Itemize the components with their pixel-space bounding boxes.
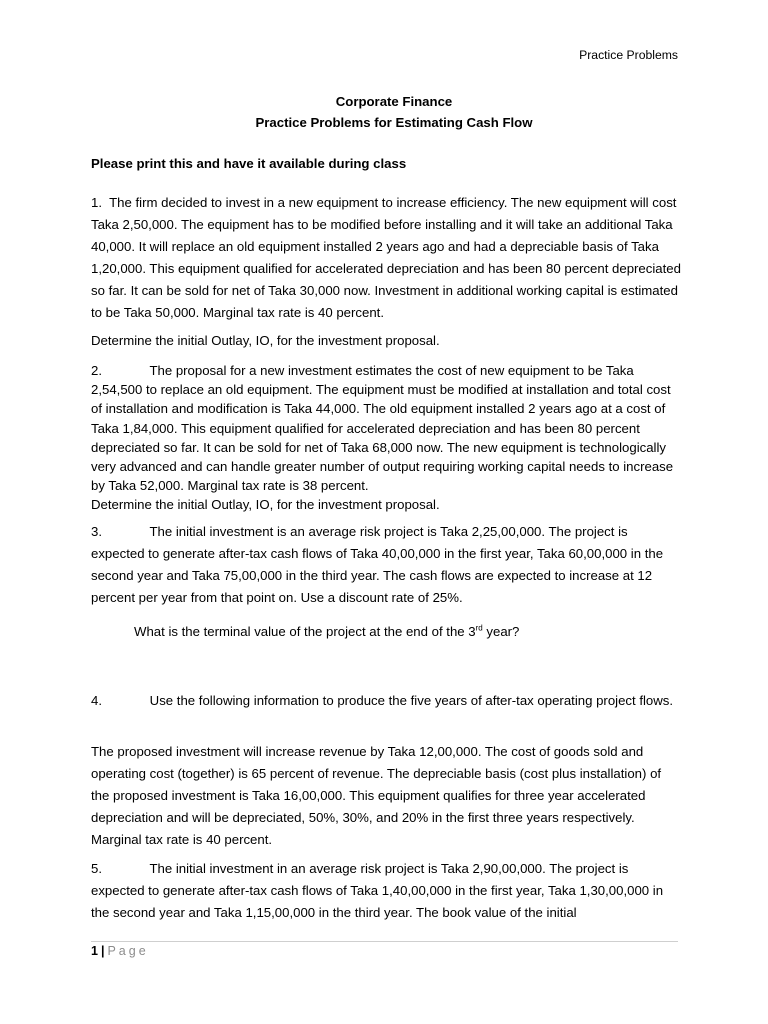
problem-3-question-end: year? xyxy=(482,624,520,639)
page-label: Page xyxy=(107,944,149,958)
running-header: Practice Problems xyxy=(579,48,678,62)
footer-separator: | xyxy=(100,944,105,958)
print-notice: Please print this and have it available during class xyxy=(91,156,407,171)
problem-5-number: 5. xyxy=(91,861,102,876)
problem-2-question: Determine the initial Outlay, IO, for the investment proposal. xyxy=(91,497,440,513)
problem-4-number: 4. xyxy=(91,693,102,708)
problem-3-question-text: What is the terminal value of the project at the end of the 3 xyxy=(134,624,476,639)
problem-5 xyxy=(91,858,681,924)
problem-2 xyxy=(91,361,681,515)
problem-4-details: The proposed investment will increase revenue by Taka 12,00,000. The cost of goods sold and operating cost (together) is 65 percent of revenue. The depreciable basis (cost plus installation) of the proposed investment is Taka 16,00,000. This equipment qualifies for three year accelerated depreciation and will be depreciated, 50%, 30%, and 20% in the first three years respectively. Marginal tax rate is 40 percent. xyxy=(91,744,662,847)
problem-1-number: 1. xyxy=(91,195,102,210)
problem-3 xyxy=(91,521,681,609)
problem-1 xyxy=(91,192,681,324)
problem-2-number: 2. xyxy=(91,363,102,378)
problem-3-text: The initial investment is an average risk project is Taka 2,25,00,000. The project is expected to generate after-tax cash flows of Taka 40,00,000 in the first year, Taka 60,00,000 in the second year and Taka 75,00,000 in the third year. The cash flows are expected to increase at 12 percent per year from that point on. Use a discount rate of 25%. xyxy=(91,524,664,605)
page-number: 1 xyxy=(91,944,98,958)
document-subtitle: Practice Problems for Estimating Cash Flow xyxy=(255,115,533,130)
title-block xyxy=(0,91,768,133)
footer-divider xyxy=(91,941,678,942)
problem-1-question: Determine the initial Outlay, IO, for the investment proposal. xyxy=(91,333,440,348)
problem-2-text: The proposal for a new investment estimates the cost of new equipment to be Taka 2,54,500 to replace an old equipment. The equipment must be modified at installation and total cost of installation and modification is Taka 44,000. The old equipment installed 2 years ago at a cost of Taka 1,84,000. This equipment qualified for accelerated depreciation and has been 80 percent depreciated so far. It can be sold for net of Taka 68,000 now. The new equipment is technologically very advanced and can handle greater number of output requiring working capital needs to increase by Taka 52,000. Marginal tax rate is 38 percent. xyxy=(91,363,674,494)
problem-1-text: The firm decided to invest in a new equipment to increase efficiency. The new equipment will cost Taka 2,50,000. The equipment has to be modified before installing and it will take an additional Taka 40,000. It will replace an old equipment installed 2 years ago and had a depreciable basis of Taka 1,20,000. This equipment qualified for accelerated depreciation and has been 80 percent depreciated so far. It can be sold for net of Taka 30,000 now. Investment in additional working capital is estimated to be Taka 50,000. Marginal tax rate is 40 percent. xyxy=(91,195,681,320)
problem-3-question xyxy=(91,621,724,643)
ordinal-suffix: rd xyxy=(475,623,483,633)
problem-4 xyxy=(91,690,681,712)
course-title: Corporate Finance xyxy=(335,94,453,109)
page-footer xyxy=(91,944,149,958)
problem-4-text: Use the following information to produce the five years of after-tax operating project flows. xyxy=(149,693,674,708)
problem-5-text: The initial investment in an average risk project is Taka 2,90,00,000. The project is expected to generate after-tax cash flows of Taka 1,40,00,000 in the first year, Taka 1,30,00,000 in the second year and Taka 1,15,00,000 in the third year. The book value of the initial xyxy=(91,861,664,920)
problem-3-number: 3. xyxy=(91,524,102,539)
